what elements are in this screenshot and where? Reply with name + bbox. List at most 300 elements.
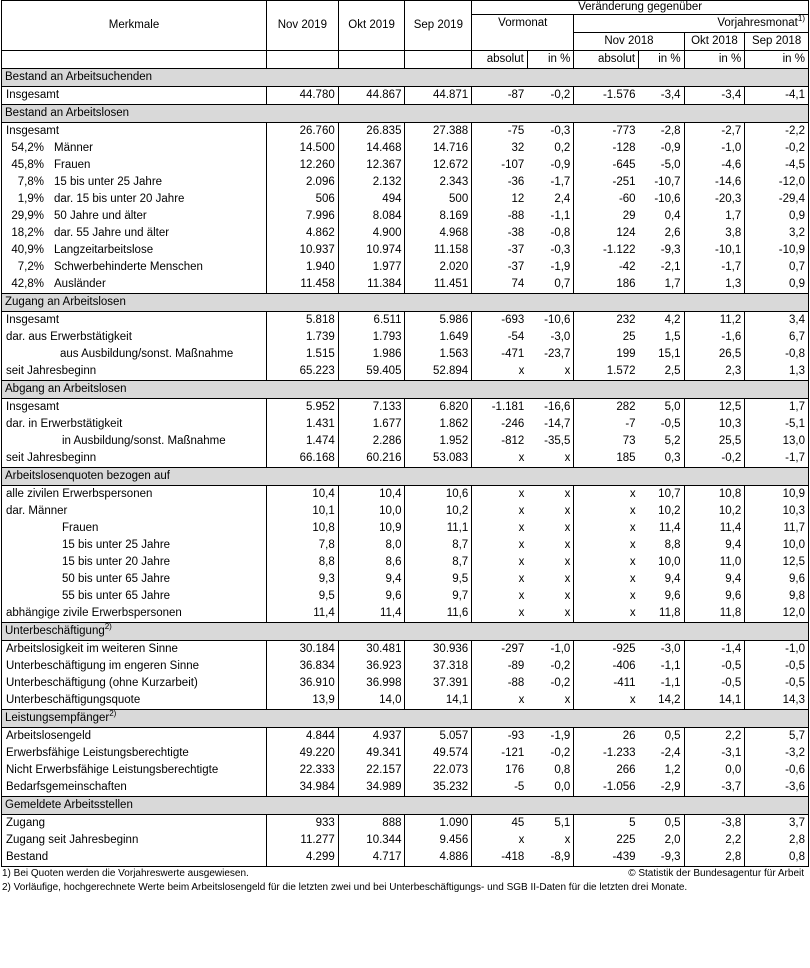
table-row <box>2 675 809 692</box>
copyright: © Statistik der Bundesagentur für Arbeit <box>628 868 804 879</box>
row-label <box>2 346 267 363</box>
value-cell: 15,1 <box>658 348 681 360</box>
value-cell: -89 <box>472 658 528 675</box>
value-cell: 2.286 <box>338 433 405 450</box>
row-label <box>2 849 267 867</box>
value-cell: 10.937 <box>266 242 338 259</box>
value-cell: -37 <box>472 259 528 276</box>
value-cell: -925 <box>574 641 639 659</box>
value-cell: 8.084 <box>338 208 405 225</box>
value-cell: 2,6 <box>664 227 681 239</box>
value-cell: 44.780 <box>266 87 338 105</box>
row-share-percent: 42,8% <box>11 278 44 290</box>
header-month-1: Nov 2019 <box>266 1 338 51</box>
value-cell: 5,2 <box>664 435 681 447</box>
value-cell: 53.083 <box>405 450 472 468</box>
value-cell: 4.968 <box>405 225 472 242</box>
row-label-text: Ausländer <box>54 278 106 290</box>
table-row <box>2 416 809 433</box>
value-cell: -35,5 <box>544 435 571 447</box>
value-cell: -1,6 <box>684 329 745 346</box>
value-cell: 34.989 <box>338 779 405 797</box>
value-cell: 26 <box>574 728 639 746</box>
value-cell: -10,6 <box>544 314 571 326</box>
value-cell: 5,7 <box>745 728 809 746</box>
table-row <box>2 815 809 833</box>
value-cell: 37.318 <box>405 658 472 675</box>
header-sep2018: Sep 2018 <box>745 33 809 51</box>
value-cell: x <box>564 573 571 585</box>
row-label <box>2 450 267 468</box>
row-label <box>2 692 267 710</box>
value-cell: 3,7 <box>745 815 809 833</box>
table-row <box>2 849 809 867</box>
section-title <box>2 69 809 87</box>
value-cell: -2,7 <box>684 123 745 141</box>
value-cell: 11,2 <box>684 312 745 330</box>
value-cell: -0,8 <box>550 227 571 239</box>
row-label-text: Bestand <box>6 851 49 863</box>
value-cell: 12.260 <box>266 157 338 174</box>
value-cell: 5.986 <box>405 312 472 330</box>
value-cell: 9,6 <box>745 571 809 588</box>
value-cell: 49.574 <box>405 745 472 762</box>
value-cell: -1.122 <box>574 242 639 259</box>
value-cell: -1,7 <box>550 176 571 188</box>
value-cell: 1,2 <box>664 764 681 776</box>
value-cell: 8,0 <box>338 537 405 554</box>
value-cell: 8,7 <box>405 554 472 571</box>
value-cell: -3,8 <box>684 815 745 833</box>
value-cell: 11,4 <box>266 605 338 623</box>
section-header <box>2 381 809 399</box>
value-cell: 9,3 <box>266 571 338 588</box>
value-cell: 1.793 <box>338 329 405 346</box>
value-cell: -3,6 <box>745 779 809 797</box>
row-label-text: Unterbeschäftigung im engeren Sinne <box>6 660 200 672</box>
value-cell: 1.977 <box>338 259 405 276</box>
value-cell: 6,7 <box>745 329 809 346</box>
value-cell: -0,2 <box>550 89 571 101</box>
value-cell: -107 <box>472 157 528 174</box>
table-row <box>2 450 809 468</box>
value-cell: -10,9 <box>745 242 809 259</box>
value-cell: -3,0 <box>550 331 571 343</box>
value-cell: 14.500 <box>266 140 338 157</box>
row-label <box>2 537 267 554</box>
value-cell: -10,6 <box>654 193 681 205</box>
value-cell: 500 <box>405 191 472 208</box>
value-cell: 9,7 <box>405 588 472 605</box>
value-cell: 1.940 <box>266 259 338 276</box>
value-cell: 1.572 <box>574 363 639 381</box>
row-label <box>2 363 267 381</box>
header-change: Veränderung gegenüber <box>472 1 809 15</box>
value-cell: -128 <box>574 140 639 157</box>
header-blank <box>338 51 405 69</box>
section-title-text: Abgang an Arbeitslosen <box>5 383 127 395</box>
table-body <box>2 69 809 867</box>
header-blank <box>266 51 338 69</box>
value-cell: -0,2 <box>550 747 571 759</box>
table-row <box>2 191 809 208</box>
section-title <box>2 381 809 399</box>
header-vorjahresmonat <box>574 15 809 33</box>
value-cell: x <box>472 832 528 849</box>
value-cell: 232 <box>574 312 639 330</box>
value-cell: 14.716 <box>405 140 472 157</box>
row-label <box>2 399 267 417</box>
value-cell: -1,1 <box>660 660 681 672</box>
value-cell: -1,7 <box>684 259 745 276</box>
row-label-text: dar. 15 bis unter 20 Jahre <box>54 193 185 205</box>
value-cell: -0,5 <box>745 675 809 692</box>
row-label-text: Frauen <box>54 159 91 171</box>
value-cell: 1.563 <box>405 346 472 363</box>
section-title <box>2 710 809 728</box>
row-label <box>2 779 267 797</box>
section-header <box>2 105 809 123</box>
value-cell: -121 <box>472 745 528 762</box>
value-cell: 60.216 <box>338 450 405 468</box>
row-label <box>2 312 267 330</box>
value-cell: -9,3 <box>639 849 685 867</box>
value-cell: -12,0 <box>745 174 809 191</box>
value-cell: 30.481 <box>338 641 405 659</box>
row-label <box>2 815 267 833</box>
value-cell: -0,6 <box>745 762 809 779</box>
value-cell: 9,5 <box>405 571 472 588</box>
value-cell: 4.862 <box>266 225 338 242</box>
value-cell: x <box>564 452 571 464</box>
value-cell: x <box>574 588 639 605</box>
row-label <box>2 276 267 294</box>
value-cell: 12 <box>472 191 528 208</box>
value-cell: 124 <box>574 225 639 242</box>
value-cell: 2,0 <box>664 834 681 846</box>
row-label <box>2 728 267 746</box>
row-label <box>2 191 267 208</box>
value-cell: 10,1 <box>266 503 338 520</box>
value-cell: 10,7 <box>658 488 681 500</box>
row-label-text: 50 Jahre und älter <box>54 210 147 222</box>
value-cell: 22.073 <box>405 762 472 779</box>
row-share-percent: 7,2% <box>17 261 44 273</box>
value-cell: 4.844 <box>266 728 338 746</box>
header-blank <box>2 51 267 69</box>
header-nov2018: Nov 2018 <box>574 33 684 51</box>
row-label-text: Nicht Erwerbsfähige Leistungsberechtigte <box>6 764 219 776</box>
header-inpct: in % <box>639 51 685 69</box>
row-label-text: Arbeitslosengeld <box>6 730 92 742</box>
value-cell: -42 <box>574 259 639 276</box>
value-cell: -0,2 <box>745 140 809 157</box>
value-cell: 49.341 <box>338 745 405 762</box>
row-label-text: Frauen <box>62 522 99 534</box>
section-header <box>2 294 809 312</box>
value-cell: -2,4 <box>660 747 681 759</box>
value-cell: x <box>574 503 639 520</box>
value-cell: 494 <box>338 191 405 208</box>
value-cell: 2.132 <box>338 174 405 191</box>
row-label-text: 55 bis unter 65 Jahre <box>62 590 171 602</box>
row-label-text: dar. 55 Jahre und älter <box>54 227 170 239</box>
footnote-line-1 <box>2 867 810 881</box>
value-cell: x <box>472 571 528 588</box>
table-row <box>2 571 809 588</box>
value-cell: -1,0 <box>684 140 745 157</box>
value-cell: -812 <box>472 433 528 450</box>
value-cell: -23,7 <box>544 348 571 360</box>
value-cell: x <box>472 537 528 554</box>
value-cell: 4.299 <box>266 849 338 867</box>
value-cell: -2,2 <box>745 123 809 141</box>
value-cell: -4,1 <box>745 87 809 105</box>
value-cell: -1,7 <box>745 450 809 468</box>
header-month-3: Sep 2019 <box>405 1 472 51</box>
value-cell: -36 <box>472 174 528 191</box>
value-cell: x <box>574 605 639 623</box>
header-inpct: in % <box>684 51 745 69</box>
value-cell: -0,5 <box>745 658 809 675</box>
value-cell: 11.451 <box>405 276 472 294</box>
value-cell: x <box>472 450 528 468</box>
row-label <box>2 641 267 659</box>
header-inpct: in % <box>745 51 809 69</box>
footnote-ref: 2) <box>109 709 117 719</box>
value-cell: 1,7 <box>684 208 745 225</box>
value-cell: -2,8 <box>660 125 681 137</box>
value-cell: -1,9 <box>550 730 571 742</box>
value-cell: 3,2 <box>745 225 809 242</box>
value-cell: 32 <box>472 140 528 157</box>
row-label-text: dar. in Erwerbstätigkeit <box>6 418 123 430</box>
value-cell: 0,0 <box>554 781 571 793</box>
value-cell: 5,1 <box>554 817 571 829</box>
value-cell: -1.576 <box>574 87 639 105</box>
header-month-2: Okt 2019 <box>338 1 405 51</box>
value-cell: 12.672 <box>405 157 472 174</box>
row-share-percent: 1,9% <box>17 193 44 205</box>
value-cell: 30.184 <box>266 641 338 659</box>
value-cell: x <box>564 590 571 602</box>
table-header <box>2 1 809 69</box>
value-cell: 11,4 <box>659 522 681 534</box>
value-cell: 0,5 <box>664 817 681 829</box>
value-cell: 0,7 <box>554 278 571 290</box>
row-label-text: dar. aus Erwerbstätigkeit <box>6 331 132 343</box>
value-cell: 9,5 <box>266 588 338 605</box>
value-cell: 9,4 <box>338 571 405 588</box>
value-cell: 14.468 <box>338 140 405 157</box>
value-cell: 12,5 <box>684 399 745 417</box>
value-cell: 12.367 <box>338 157 405 174</box>
value-cell: 36.910 <box>266 675 338 692</box>
value-cell: 1,3 <box>745 363 809 381</box>
table-row <box>2 123 809 141</box>
value-cell: 11.384 <box>338 276 405 294</box>
value-cell: 11.277 <box>266 832 338 849</box>
table-row <box>2 486 809 504</box>
table-row <box>2 605 809 623</box>
value-cell: x <box>564 607 571 619</box>
value-cell: 2,8 <box>684 849 745 867</box>
value-cell: 1.739 <box>266 329 338 346</box>
row-label-text: Zugang <box>6 817 46 829</box>
value-cell: -0,2 <box>684 450 745 468</box>
value-cell: -1,1 <box>550 210 571 222</box>
table-row <box>2 276 809 294</box>
value-cell: -0,2 <box>550 677 571 689</box>
value-cell: -0,8 <box>745 346 809 363</box>
value-cell: 14,3 <box>745 692 809 710</box>
value-cell: 11,8 <box>659 607 681 619</box>
value-cell: x <box>564 694 571 706</box>
value-cell: 10.344 <box>338 832 405 849</box>
value-cell: 8,6 <box>338 554 405 571</box>
value-cell: 1.677 <box>338 416 405 433</box>
value-cell: -8,9 <box>527 849 574 867</box>
value-cell: -37 <box>472 242 528 259</box>
row-label-text: Unterbeschäftigungsquote <box>6 694 141 706</box>
value-cell: 1.952 <box>405 433 472 450</box>
value-cell: 11.158 <box>405 242 472 259</box>
table-row <box>2 554 809 571</box>
value-cell: 5.952 <box>266 399 338 417</box>
header-vormonat-spacer <box>472 33 574 51</box>
row-label-text: Schwerbehinderte Menschen <box>54 261 203 273</box>
row-label <box>2 554 267 571</box>
table-row <box>2 658 809 675</box>
value-cell: -14,7 <box>544 418 571 430</box>
value-cell: 0,0 <box>684 762 745 779</box>
value-cell: 0,9 <box>745 276 809 294</box>
value-cell: 11,8 <box>684 605 745 623</box>
value-cell: x <box>564 834 571 846</box>
table-row <box>2 225 809 242</box>
value-cell: 3,4 <box>745 312 809 330</box>
row-label <box>2 571 267 588</box>
table-row <box>2 520 809 537</box>
row-share-percent: 40,9% <box>11 244 44 256</box>
value-cell: -3,2 <box>745 745 809 762</box>
row-label-text: Erwerbsfähige Leistungsberechtigte <box>6 747 189 759</box>
table-row <box>2 641 809 659</box>
row-label <box>2 520 267 537</box>
value-cell: 2,2 <box>684 728 745 746</box>
value-cell: 225 <box>574 832 639 849</box>
value-cell: 9,4 <box>684 537 745 554</box>
row-label <box>2 174 267 191</box>
row-label-text: Arbeitslosigkeit im weiteren Sinne <box>6 643 178 655</box>
value-cell: x <box>564 522 571 534</box>
table-row <box>2 503 809 520</box>
value-cell: 59.405 <box>338 363 405 381</box>
value-cell: 22.157 <box>338 762 405 779</box>
row-label-text: Langzeitarbeitslose <box>54 244 154 256</box>
value-cell: 35.232 <box>405 779 472 797</box>
value-cell: -3,4 <box>684 87 745 105</box>
header-inpct: in % <box>527 51 574 69</box>
value-cell: -3,4 <box>660 89 681 101</box>
value-cell: 5 <box>574 815 639 833</box>
value-cell: x <box>574 537 639 554</box>
value-cell: 282 <box>574 399 639 417</box>
section-title <box>2 623 809 641</box>
value-cell: -10,7 <box>654 176 681 188</box>
row-label <box>2 832 267 849</box>
row-label-text: Insgesamt <box>6 89 60 101</box>
value-cell: -0,9 <box>550 159 571 171</box>
value-cell: -2,9 <box>660 781 681 793</box>
value-cell: 22.333 <box>266 762 338 779</box>
table-row <box>2 832 809 849</box>
value-cell: -439 <box>574 849 639 867</box>
table-row <box>2 157 809 174</box>
value-cell: x <box>472 486 528 504</box>
value-cell: 10,3 <box>684 416 745 433</box>
table-row <box>2 208 809 225</box>
section-header <box>2 623 809 641</box>
value-cell: -16,6 <box>544 401 571 413</box>
value-cell: -0,5 <box>684 658 745 675</box>
value-cell: 10,0 <box>658 556 681 568</box>
table-row <box>2 537 809 554</box>
header-absolut: absolut <box>472 51 528 69</box>
value-cell: 13,9 <box>266 692 338 710</box>
row-label-text: 15 bis unter 20 Jahre <box>62 556 171 568</box>
row-label <box>2 259 267 276</box>
section-header <box>2 69 809 87</box>
section-title-text: Gemeldete Arbeitsstellen <box>5 799 133 811</box>
value-cell: 65.223 <box>266 363 338 381</box>
value-cell: 37.391 <box>405 675 472 692</box>
value-cell: 2.343 <box>405 174 472 191</box>
value-cell: 2,3 <box>684 363 745 381</box>
value-cell: 74 <box>472 276 528 294</box>
section-title-text: Bestand an Arbeitslosen <box>5 107 130 119</box>
value-cell: 49.220 <box>266 745 338 762</box>
table-row <box>2 692 809 710</box>
value-cell: -0,3 <box>550 244 571 256</box>
value-cell: x <box>574 520 639 537</box>
value-cell: -411 <box>574 675 639 692</box>
value-cell: 11,1 <box>405 520 472 537</box>
section-title-text: Leistungsempfänger <box>5 712 110 724</box>
row-label-text: Bedarfsgemeinschaften <box>6 781 127 793</box>
value-cell: -93 <box>472 728 528 746</box>
value-cell: 888 <box>338 815 405 833</box>
value-cell: -7 <box>574 416 639 433</box>
value-cell: 36.834 <box>266 658 338 675</box>
value-cell: 1,7 <box>664 278 681 290</box>
value-cell: x <box>574 554 639 571</box>
row-label <box>2 123 267 141</box>
value-cell: -0,3 <box>550 125 571 137</box>
section-title-text: Unterbeschäftigung <box>5 625 105 637</box>
header-merkmale: Merkmale <box>2 1 267 51</box>
value-cell: 26,5 <box>684 346 745 363</box>
value-cell: x <box>564 365 571 377</box>
value-cell: 12,0 <box>745 605 809 623</box>
row-label <box>2 588 267 605</box>
value-cell: -471 <box>472 346 528 363</box>
value-cell: 11.458 <box>266 276 338 294</box>
value-cell: x <box>564 488 571 500</box>
value-cell: 176 <box>472 762 528 779</box>
value-cell: 185 <box>574 450 639 468</box>
value-cell: 25 <box>574 329 639 346</box>
